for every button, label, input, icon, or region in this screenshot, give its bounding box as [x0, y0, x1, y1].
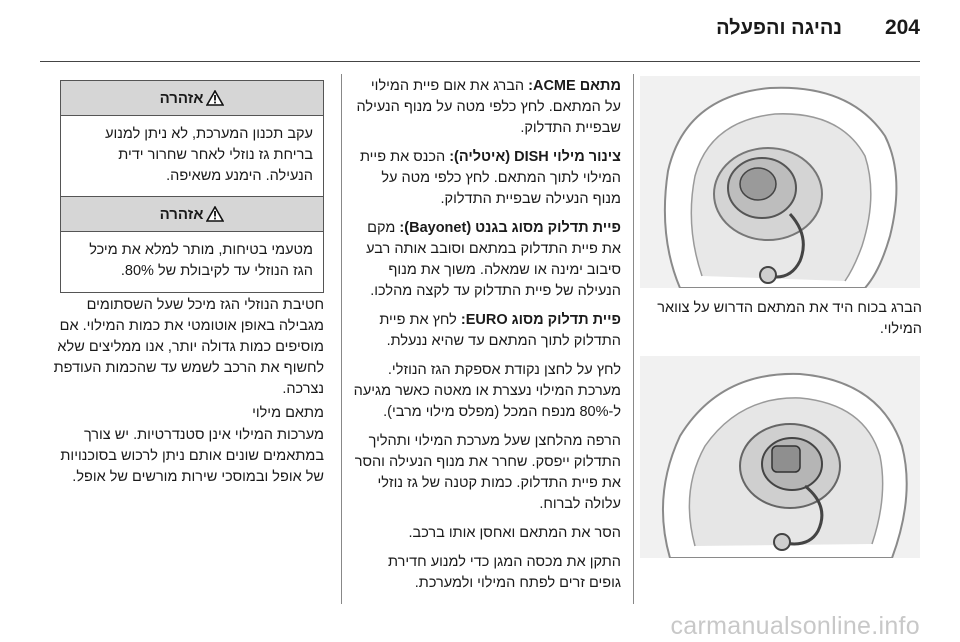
adapter-paragraph: מערכות המילוי אינן סטנדרטיות. יש צורך במתאמים שונים אותם ניתן לרכוש בסוכנויות של אופל ובמוסכי שירות מורשים של אופל.	[60, 427, 324, 485]
warning-text: עקב תכנון המערכת, לא ניתן למנוע בריחת גז נוזלי לאחר שחרור ידית הנעילה. הימנע משאיפה.	[105, 126, 313, 184]
column-divider	[633, 74, 634, 604]
paragraph-release-button: הרפה מהלחצן שעל מערכת המילוי ותהליך התדלוק ייפסק. שחרר את מנוף הנעילה והסר את פיית התדלוק. כמות קטנה של גז נוזלי עלולה לברוח.	[354, 433, 621, 512]
warning-header	[61, 81, 323, 116]
filling-adapter-heading: מתאם מילוי	[252, 405, 324, 421]
warning-title: אזהרה	[159, 89, 204, 107]
warning-text: מטעמי בטיחות, מותר למלא את מיכל הגז הנוזלי עד לקיבולת של 80%.	[89, 242, 313, 279]
fuel-door-illustration-top	[640, 76, 920, 288]
warning-header	[61, 197, 323, 232]
fuel-door-illustration-bottom	[640, 356, 920, 558]
column-divider	[341, 74, 342, 604]
paragraph-press-button: לחץ על לחצן נקודת אספקת הגז הנוזלי. מערכת המילוי נעצרת או מאטה כאשר מגיעה ל-80% מנפח המכל (מפלס מילוי מרבי).	[353, 362, 621, 420]
paragraph-dish: צינור מילוי DISH (איטליה): הכנס את פיית המילוי לתוך המתאם. לחץ כלפי מטה על מנוף הנעילה שבפיית התדלוק.	[359, 149, 621, 207]
watermark: carmanualsonline.info	[670, 612, 920, 640]
paragraph-acme: מתאם ACME: הברג את אום פיית המילוי על המתאם. לחץ כלפי מטה על מנוף הנעילה שבפיית התדלוק.	[356, 78, 621, 136]
warning-title: אזהרה	[159, 205, 204, 223]
paragraph-remove-adapter: הסר את המתאם ואחסן אותו ברכב.	[408, 525, 621, 541]
paragraph-bayonet: פיית תדלוק מסוג בגנט (Bayonet): מקם את פיית התדלוק במתאם וסובב אותה רבע סיבוב ימינה או שמאלה. משוך את מנוף הנעילה של פיית התדלוק עד לקצה מהלכו.	[366, 220, 621, 299]
header-divider	[40, 61, 920, 62]
page-header	[0, 0, 960, 60]
warning-box-1	[60, 80, 324, 198]
instructions-column	[353, 76, 621, 602]
page-number: 204	[884, 16, 920, 39]
chapter-title: נהיגה והפעלה	[716, 17, 842, 39]
warning-triangle-icon	[206, 90, 224, 106]
warning-triangle-icon	[206, 206, 224, 222]
warning-box-2	[60, 196, 324, 293]
paragraph-protective-cap: התקן את מכסה המגן כדי למנוע חדירת גופים זרים לפתח המילוי ולמערכת.	[387, 554, 621, 591]
valve-limit-paragraph: חטיבת הנוזלי הגז מיכל שעל השסתומים מגבילה באופן אוטומטי את כמות המילוי. אם מוסיפים כמות גדולה יותר, אנו ממליצים שלא לחשוף את הרכב לשמש עד שהכמות העודפת נצרכה.	[53, 297, 324, 397]
paragraph-euro: פיית תדלוק מסוג EURO: לחץ את פיית התדלוק לתוך המתאם עד שהיא ננעלת.	[379, 312, 621, 349]
figure-caption: הברג בכוח היד את המתאם הדרוש על צוואר המילוי.	[657, 300, 922, 337]
